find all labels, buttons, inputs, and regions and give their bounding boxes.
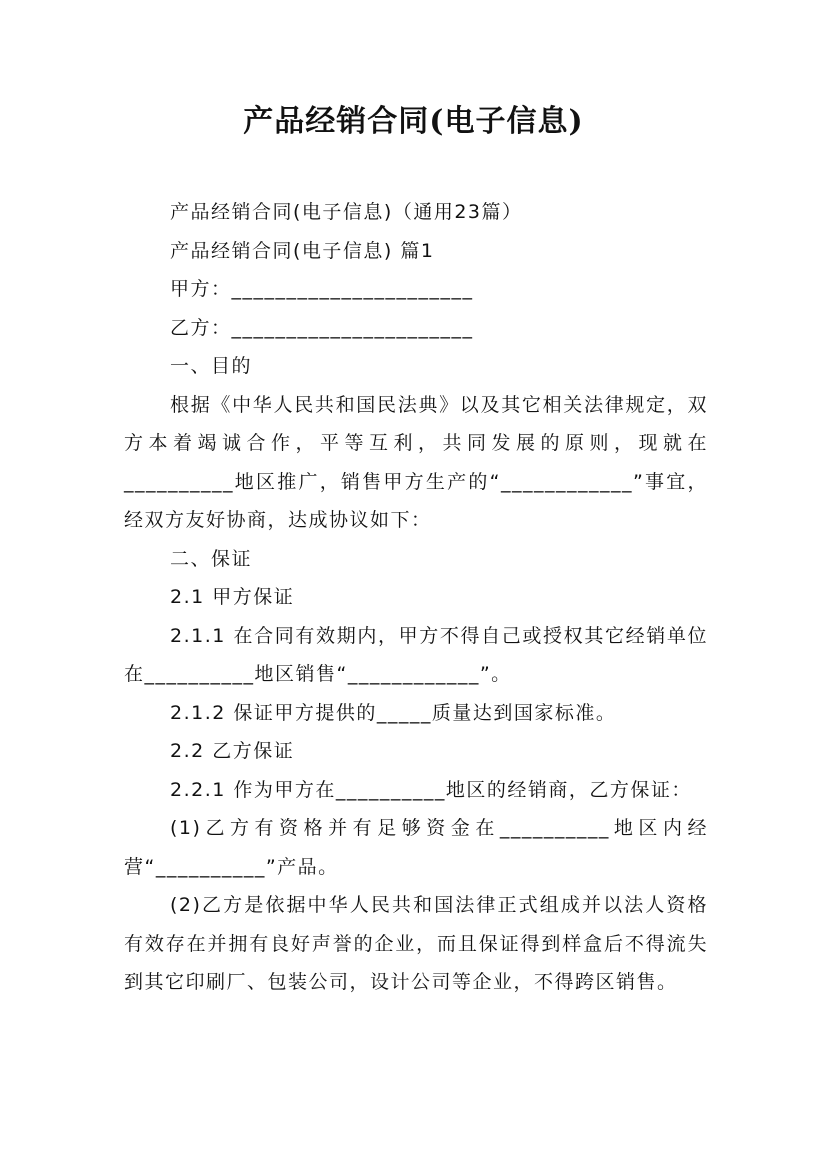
paragraph-subtitle: 产品经销合同(电子信息)（通用23篇） (170, 201, 523, 223)
paragraph-2-1: 2.1 甲方保证 (170, 586, 295, 608)
paragraph-2-1-1: 2.1.1 在合同有效期内，甲方不得自己或授权其它经销单位在__________地区销售“____________”。 (124, 624, 708, 685)
paragraph-item-2: (2)乙方是依据中华人民共和国法律正式组成并以法人资格有效存在并拥有良好声誉的企业，而且保证得到样盒后不得流失到其它印刷厂、包装公司，设计公司等企业，不得跨区销售。 (124, 894, 708, 993)
paragraph-2-2-1: 2.2.1 作为甲方在__________地区的经销商，乙方保证： (170, 778, 692, 801)
paragraph-heading-guarantee: 二、保证 (170, 547, 253, 570)
paragraph-purpose-text: 根据《中华人民共和国民法典》以及其它相关法律规定，双方本着竭诚合作，平等互利，共同发展的原则，现就在__________地区推广，销售甲方生产的“____________”事宜，经双方友好协商，达成协议如下： (124, 393, 708, 531)
document-body (124, 193, 708, 1002)
paragraph-party-a: 甲方：______________________ (170, 278, 474, 300)
paragraph-heading-purpose: 一、目的 (170, 355, 253, 377)
paragraph-party-b: 乙方：______________________ (170, 316, 474, 339)
paragraph-2-1-2: 2.1.2 保证甲方提供的_____质量达到国家标准。 (170, 701, 617, 724)
paragraph-2-2: 2.2 乙方保证 (170, 740, 295, 762)
document-title: 产品经销合同(电子信息) (243, 104, 584, 139)
paragraph-item-1: (1)乙方有资格并有足够资金在__________地区内经营“__________”产品。 (124, 817, 708, 878)
paragraph-section-heading: 产品经销合同(电子信息) 篇1 (170, 239, 435, 262)
